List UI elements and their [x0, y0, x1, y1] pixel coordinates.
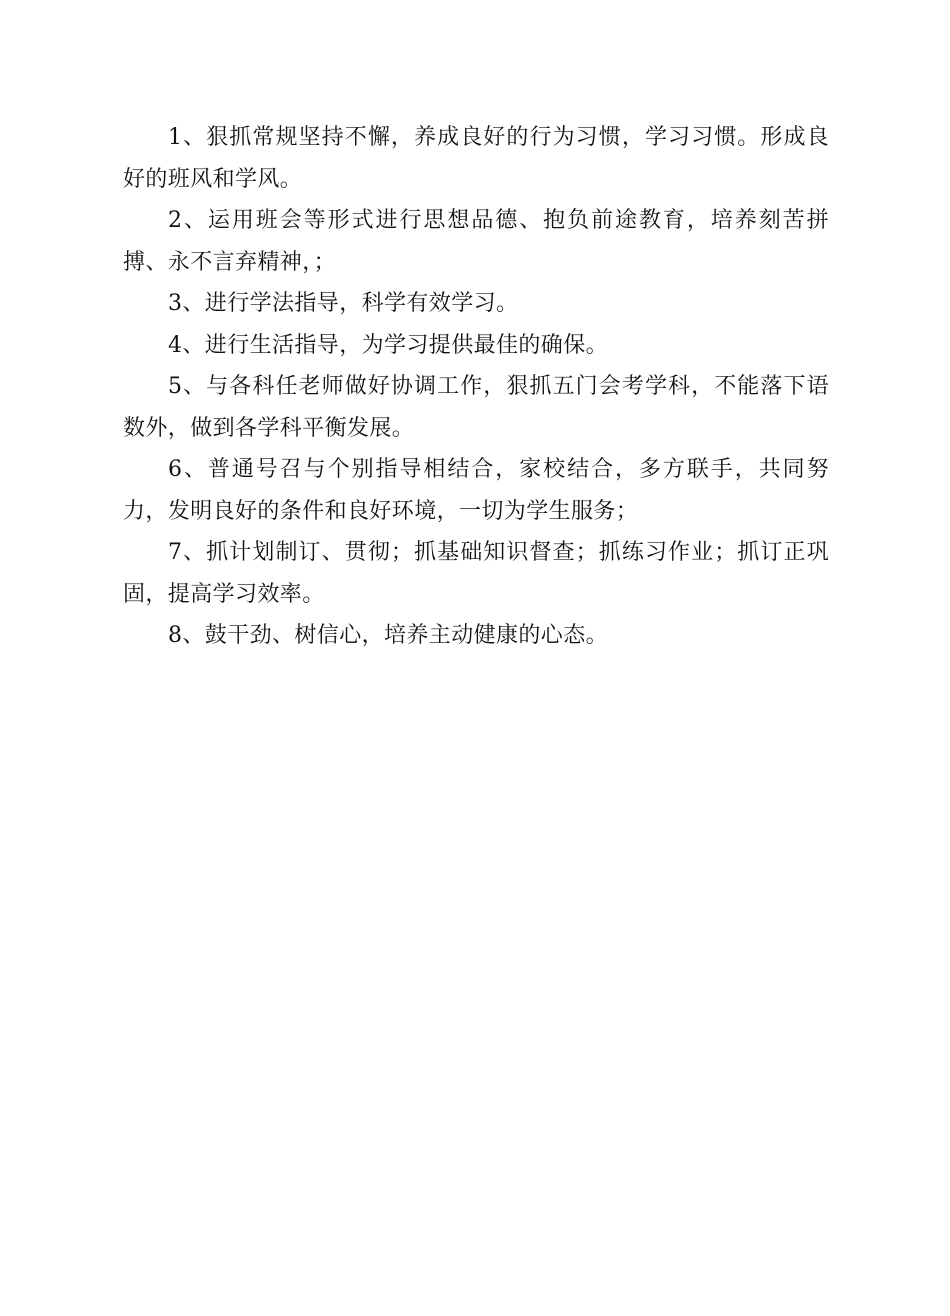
paragraph-4: 4、进行生活指导，为学习提供最佳的确保。: [168, 332, 608, 358]
paragraph-2: 2、运用班会等形式进行思想品德、抱负前途教育，培养刻苦拼搏、永不言弃精神，；: [123, 208, 829, 275]
paragraph-1: 1、狠抓常规坚持不懈，养成良好的行为习惯，学习习惯。形成良好的班风和学风。: [123, 125, 829, 192]
paragraph-3: 3、进行学法指导，科学有效学习。: [168, 291, 519, 316]
paragraph-7: 7、抓计划制订、贯彻；抓基础知识督查；抓练习作业；抓订正巩固，提高学习效率。: [123, 540, 829, 607]
paragraph-5: 5、与各科任老师做好协调工作，狠抓五门会考学科，不能落下语数外，做到各学科平衡发展。: [123, 374, 829, 441]
paragraph-8: 8、鼓干劲、树信心，培养主动健康的心态。: [168, 623, 608, 648]
paragraph-6: 6、普通号召与个别指导相结合，家校结合，多方联手，共同努力，发明良好的条件和良好环境，一切为学生服务；: [123, 457, 829, 524]
document-body: [123, 117, 829, 657]
